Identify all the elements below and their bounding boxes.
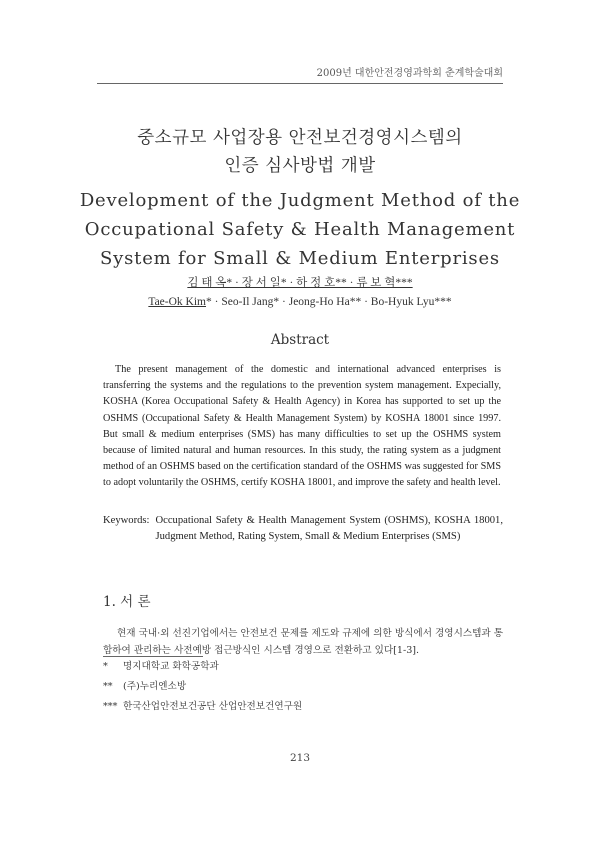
korean-title-line-1: 중소규모 사업장용 안전보건경영시스템의 [137,128,463,148]
other-authors: * · Seo-Il Jang* · Jeong-Ho Ha** · Bo-Hyuk Lyu*** [206,296,452,308]
footnote-text: 한국산업안전보건공단 산업안전보건연구원 [123,701,303,712]
keywords-label: Keywords: [103,515,150,526]
footnote-text: 명지대학교 화학공학과 [123,661,219,672]
keywords-text: Occupational Safety & Health Management System (OSHMS), KOSHA 18001, Judgment Method, Rating System, Small & Medium Enterprises (SMS) [155,515,503,543]
footnote-mark: *** [103,701,118,712]
korean-title [60,124,540,180]
running-header: 2009년 대한안전경영과학회 춘계학술대회 [316,68,503,79]
footnote-mark: ** [103,681,113,692]
section-heading-introduction: 1. 서 론 [103,594,151,610]
author-list [40,274,560,312]
korean-title-line-2: 인증 심사방법 개발 [224,156,376,176]
abstract-text: The present management of the domestic and international advanced enterprises is transferring the systems and the regulations to the prevention system management. Expecially, KOSHA (Korea Occupational Safety & Health Agency) in Korea has supported to set up the OSHMS (Occupational Safety & Health Management System) by KOSHA 18001 since 1997. But small & medium enterprises (SMS) has many difficulties to set up the OSHMS system because of limited natural and human resources. In this study, the rating system as a judgment method of an OSHMS based on the certification standard of the OSHMS was suggested for SMS to adopt voluntarily the OSHMS, certify KOSHA 18001, and improve the safety and health level. [103,364,501,489]
footnote-mark: * [103,661,108,672]
keywords [103,513,503,545]
title-block [60,124,540,273]
english-title-line-1: Development of the Judgment Method of the [79,190,521,211]
footnote-text: (주)누리엔소방 [123,681,187,692]
page-number: 213 [289,752,311,764]
footnote-3 [103,697,302,717]
korean-authors: 김 태 옥* · 장 서 일* · 하 정 호** · 류 보 혁*** [187,277,413,289]
english-title [60,186,540,273]
footnotes [103,657,302,717]
abstract-heading: Abstract [270,332,330,348]
english-title-line-2: Occupational Safety & Health Management [84,219,516,240]
introduction-text: 현재 국내·외 선진기업에서는 안전보건 문제를 제도와 규제에 의한 방식에서 경영시스템과 통합하여 관리하는 사전예방 접근방식인 시스템 경영으로 전환하고 있다[1-3]. [103,628,503,656]
footnote-1 [103,657,302,677]
header-rule [97,83,503,84]
footnote-2 [103,677,302,697]
english-authors [40,293,560,312]
english-title-line-3: System for Small & Medium Enterprises [100,248,500,269]
first-author-name: Tae-Ok Kim [148,296,206,308]
